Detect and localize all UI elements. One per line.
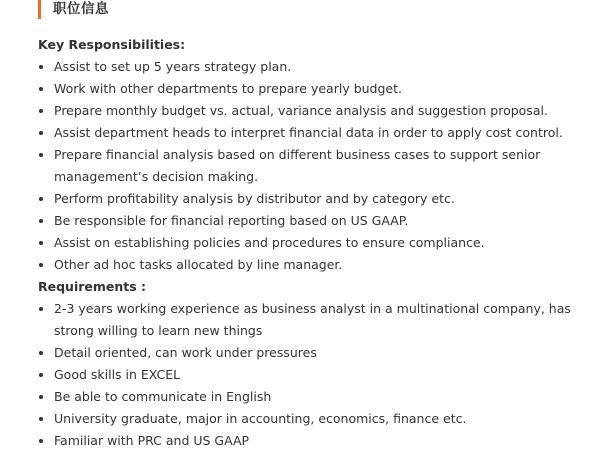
bullet-icon	[39, 153, 43, 157]
bullet-icon	[39, 417, 43, 421]
list-item	[38, 210, 578, 232]
bullet-icon	[39, 65, 43, 69]
bullet-icon	[39, 109, 43, 113]
bullet-icon	[39, 263, 43, 267]
list-item-text: Assist department heads to interpret financial data in order to apply cost control.	[54, 125, 563, 140]
bullet-icon	[39, 351, 43, 355]
list-item	[38, 56, 578, 78]
job-description	[38, 34, 578, 452]
requirements-heading: Requirements :	[38, 279, 147, 294]
list-item	[38, 188, 578, 210]
list-item	[38, 254, 578, 276]
bullet-icon	[39, 197, 43, 201]
responsibilities-heading: Key Responsibilities:	[38, 37, 186, 52]
list-item-text: Other ad hoc tasks allocated by line manager.	[54, 257, 343, 272]
list-item	[38, 78, 578, 100]
bullet-icon	[39, 395, 43, 399]
bullet-icon	[39, 241, 43, 245]
list-item-text: Be able to communicate in English	[54, 389, 272, 404]
bullet-icon	[39, 219, 43, 223]
list-item	[38, 386, 578, 408]
list-item-text: Perform profitability analysis by distributor and by category etc.	[54, 191, 455, 206]
bullet-icon	[39, 87, 43, 91]
list-item-text: Be responsible for financial reporting based on US GAAP.	[54, 213, 409, 228]
list-item	[38, 298, 578, 342]
bullet-icon	[39, 439, 43, 443]
list-item-text: Work with other departments to prepare yearly budget.	[54, 81, 402, 96]
list-item-text: Assist to set up 5 years strategy plan.	[54, 59, 292, 74]
list-item	[38, 364, 578, 386]
bullet-icon	[39, 373, 43, 377]
list-item	[38, 430, 578, 452]
bullet-icon	[39, 131, 43, 135]
list-item-text: Good skills in EXCEL	[54, 367, 181, 382]
list-item	[38, 144, 578, 188]
list-item-text: Assist on establishing policies and procedures to ensure compliance.	[54, 235, 485, 250]
list-item-text: Prepare monthly budget vs. actual, variance analysis and suggestion proposal.	[54, 103, 548, 118]
requirements-list	[38, 298, 578, 452]
list-item-text: Familiar with PRC and US GAAP	[54, 433, 250, 448]
list-item-text: 2-3 years working experience as business analyst in a multinational company, has strong willing to learn new things	[54, 301, 571, 338]
list-item-text: Detail oriented, can work under pressures	[54, 345, 317, 360]
bullet-icon	[39, 307, 43, 311]
list-item-text: University graduate, major in accounting, economics, finance etc.	[54, 411, 467, 426]
list-item	[38, 408, 578, 430]
section-header	[38, 0, 109, 19]
accent-bar	[38, 0, 41, 19]
list-item	[38, 100, 578, 122]
list-item-text: Prepare financial analysis based on different business cases to support senior management’s decision making.	[54, 147, 541, 184]
section-title: 职位信息	[53, 1, 109, 17]
responsibilities-list	[38, 56, 578, 276]
list-item	[38, 232, 578, 254]
list-item	[38, 122, 578, 144]
list-item	[38, 342, 578, 364]
